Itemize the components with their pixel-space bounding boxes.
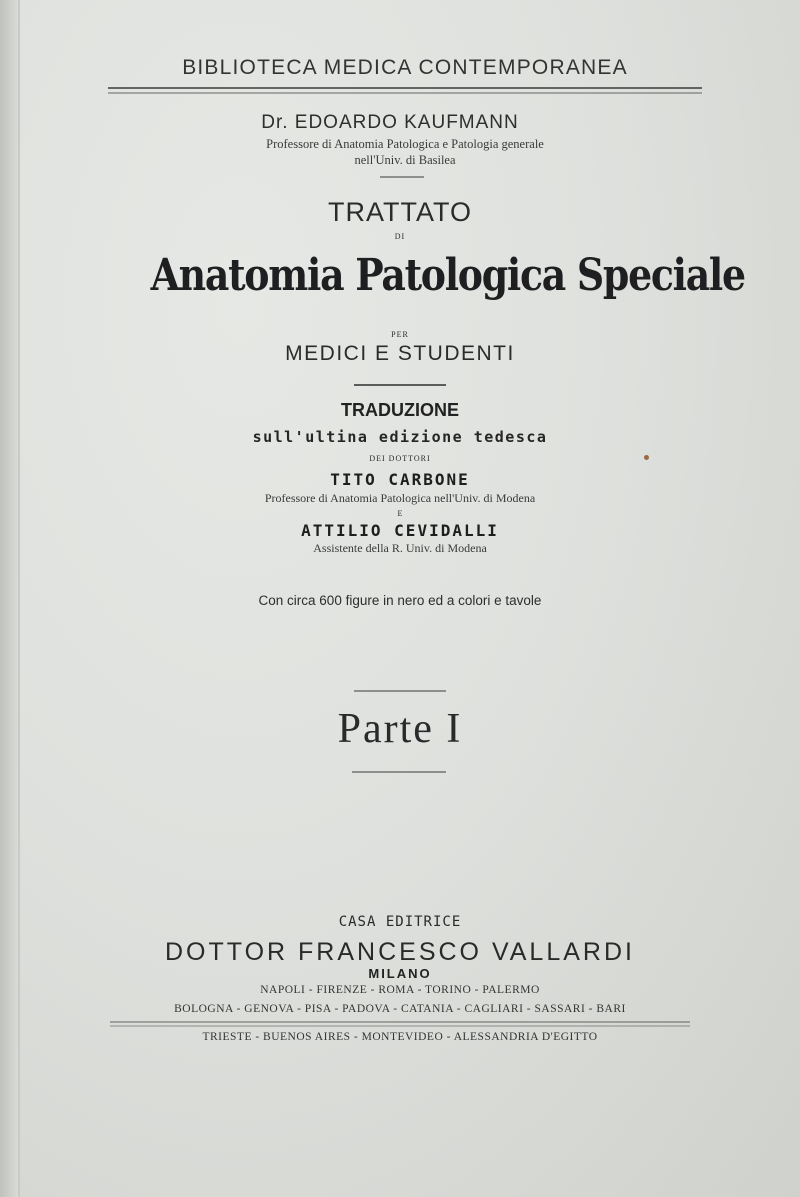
casa-editrice: CASA EDITRICE	[338, 914, 462, 930]
main-title: Anatomia Patologica Speciale	[150, 250, 745, 301]
audience-line: MEDICI E STUDENTI	[285, 342, 515, 365]
separator-rule	[354, 384, 446, 387]
dei-dottori: DEI DOTTORI	[369, 454, 431, 463]
conjunction-e: E	[397, 509, 403, 518]
page-crease	[18, 0, 20, 1197]
translator1-name: TITO CARBONE	[330, 470, 470, 489]
part-label: Parte I	[337, 706, 463, 752]
figures-note: Con circa 600 figure in nero ed a colori e tavole	[258, 593, 542, 608]
di-word: DI	[394, 232, 406, 241]
translator2-affiliation: Assistente della R. Univ. di Modena	[313, 541, 487, 555]
page-edge-shadow	[0, 0, 18, 1197]
publisher-city: MILANO	[368, 966, 432, 981]
translator2-name: ATTILIO CEVIDALLI	[301, 521, 499, 540]
traduzione-heading: TRADUZIONE	[341, 400, 459, 420]
branch-cities-line2: BOLOGNA - GENOVA - PISA - PADOVA - CATANIA - CAGLIARI - SASSARI - BARI	[174, 1003, 626, 1015]
part-rule-top	[354, 690, 446, 693]
part-rule-bottom	[352, 771, 446, 774]
author-name: Dr. EDOARDO KAUFMANN	[261, 112, 519, 133]
branch-cities-line3: TRIESTE - BUENOS AIRES - MONTEVIDEO - ALESSANDRIA D'EGITTO	[202, 1031, 598, 1043]
series-double-rule	[108, 86, 702, 96]
branch-cities-line1: NAPOLI - FIRENZE - ROMA - TORINO - PALERMO	[260, 984, 540, 996]
author-affiliation-line1: Professore di Anatomia Patologica e Patologia generale	[266, 137, 544, 151]
publisher-name: DOTTOR FRANCESCO VALLARDI	[165, 938, 635, 966]
per-word: PER	[391, 330, 409, 339]
series-title: BIBLIOTECA MEDICA CONTEMPORANEA	[182, 56, 628, 79]
trattato-heading: TRATTATO	[328, 197, 472, 227]
separator-rule	[380, 176, 424, 179]
ink-spot	[644, 455, 649, 460]
cities-double-rule	[110, 1021, 690, 1029]
translator1-affiliation: Professore di Anatomia Patologica nell'Univ. di Modena	[264, 491, 536, 505]
edition-note: sull'ultina edizione tedesca	[252, 428, 548, 446]
author-affiliation-line2: nell'Univ. di Basilea	[354, 153, 456, 167]
